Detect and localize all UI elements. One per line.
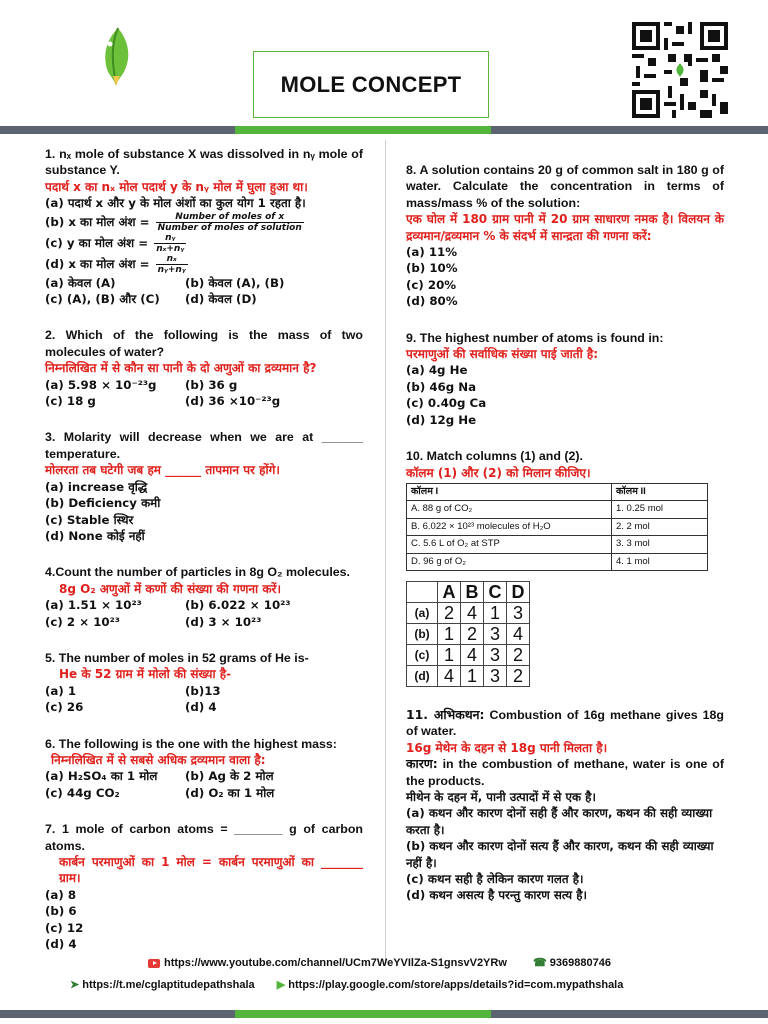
left-column <box>45 146 363 958</box>
answer-cell: 1 <box>438 644 461 665</box>
table-row <box>407 536 708 553</box>
question-2-hindi: निम्नलिखित में से कौन सा पानी के दो अणुओं का द्रव्यमान है? <box>45 361 317 376</box>
statement-a: (a) पदार्थ x और y के मोल अंशों का कुल योग 1 रहता है। <box>45 196 306 211</box>
option-c[interactable]: (c) 26 <box>45 700 84 715</box>
option-b[interactable]: (b) Deficiency कमी <box>45 496 161 511</box>
option-c[interactable]: (c) 20% <box>406 277 457 292</box>
answer-row-label: (a) <box>407 602 438 623</box>
answer-cell: 3 <box>484 623 507 644</box>
question-11-text <box>406 707 724 740</box>
answer-cell: 3 <box>484 644 507 665</box>
option-a[interactable]: (a) increase वृद्धि <box>45 479 148 494</box>
question-10 <box>406 448 724 687</box>
question-8 <box>406 162 724 310</box>
question-1-text: 1. nₓ mole of substance X was dissolved in nᵧ mole of substance Y. <box>45 147 363 178</box>
option-a[interactable]: (a) केवल (A) <box>45 275 116 290</box>
option-a[interactable]: (a) H₂SO₄ का 1 मोल <box>45 769 158 784</box>
option-b[interactable]: (b) केवल (A), (B) <box>185 275 285 290</box>
answer-grid-head-cell: B <box>461 581 484 602</box>
answer-grid-corner <box>407 581 438 602</box>
reason-label: कारण: <box>406 756 438 772</box>
option-a[interactable]: (a) 8 <box>45 887 77 902</box>
play-store-icon: ▶ <box>276 979 286 991</box>
question-10-hindi: कॉलम (1) और (2) को मिलान कीजिए। <box>406 465 591 480</box>
column-2-cell: 1. 0.25 mol <box>612 501 708 518</box>
column-2-header: कॉलम II <box>612 483 708 500</box>
option-b[interactable]: (b) 36 g <box>185 377 238 392</box>
option-c[interactable]: (c) Stable स्थिर <box>45 512 134 527</box>
question-5-text: 5. The number of moles in 52 grams of He is- <box>45 650 309 665</box>
footer-bar-accent <box>235 1010 491 1018</box>
answer-row-d[interactable] <box>407 665 530 686</box>
option-b[interactable]: (b) Ag के 2 मोल <box>185 769 274 784</box>
phone-number[interactable]: 9369880746 <box>549 957 611 969</box>
question-4-options <box>45 597 363 630</box>
answer-grid-header <box>407 581 530 602</box>
column-1-cell: B. 6.022 × 10²³ molecules of H₂O <box>407 518 612 535</box>
option-a[interactable]: (a) 1 <box>45 683 77 698</box>
option-c[interactable]: (c) (A), (B) और (C) <box>45 292 160 307</box>
option-a[interactable]: (a) 5.98 × 10⁻²³g <box>45 377 157 392</box>
question-7-hindi: कार्बन परमाणुओं का 1 मोल = कार्बन परमाणुओं का _______ ग्राम। <box>59 855 363 886</box>
match-table <box>406 483 708 571</box>
question-1-hindi: पदार्थ x का nₓ मोल पदार्थ y के nᵧ मोल में घुला हुआ था। <box>45 179 308 194</box>
answer-row-a[interactable] <box>407 602 530 623</box>
option-d[interactable]: (d) 80% <box>406 294 458 309</box>
option-d[interactable]: (d) 3 × 10²³ <box>185 614 262 629</box>
assertion-label: 11. अभिकथन: <box>406 706 485 722</box>
option-d[interactable]: (d) कथन असत्य है परन्तु कारण सत्य है। <box>406 888 587 903</box>
question-8-text: 8. A solution contains 20 g of common salt in 180 g of water. Calculate the concentration in terms of mass/mass % of the solution: <box>406 163 724 210</box>
question-2-text: 2. Which of the following is the mass of two molecules of water? <box>45 328 363 359</box>
column-1-cell: D. 96 g of O₂ <box>407 553 612 570</box>
fraction-b <box>156 212 304 233</box>
fraction-c-denominator: nₓ+nᵧ <box>156 243 185 254</box>
option-d[interactable]: (d) केवल (D) <box>185 292 257 307</box>
fraction-c-numerator: nᵧ <box>154 233 186 244</box>
column-divider <box>385 140 386 960</box>
answer-cell: 3 <box>484 665 507 686</box>
answer-row-b[interactable] <box>407 623 530 644</box>
statement-b-label: (b) x का मोल अंश = <box>45 214 150 229</box>
answer-cell: 4 <box>507 623 530 644</box>
option-c[interactable]: (c) 18 g <box>45 394 96 409</box>
answer-grid-head-cell: A <box>438 581 461 602</box>
question-5 <box>45 650 363 716</box>
answer-cell: 1 <box>461 665 484 686</box>
option-a[interactable]: (a) 11% <box>406 245 458 260</box>
answer-cell: 2 <box>461 623 484 644</box>
question-6-hindi: निम्नलिखित में से सबसे अधिक द्रव्यमान वाला है: <box>51 752 266 767</box>
match-table-header <box>407 483 708 500</box>
answer-grid-head-cell: C <box>484 581 507 602</box>
answer-row-c[interactable] <box>407 644 530 665</box>
answer-grid <box>406 581 530 687</box>
telegram-icon: ➤ <box>70 979 80 991</box>
option-d[interactable]: (d) 4 <box>45 937 77 952</box>
fraction-b-denominator: Number of moles of solution <box>157 222 302 233</box>
answer-cell: 2 <box>507 644 530 665</box>
answer-grid-head-cell: D <box>507 581 530 602</box>
telegram-link[interactable]: https://t.me/cglaptitudepathshala <box>82 979 255 991</box>
question-4-hindi: 8g O₂ अणुओं में कणों की संख्या की गणना करें। <box>59 581 282 596</box>
answer-cell: 1 <box>438 623 461 644</box>
option-d[interactable]: (d) O₂ का 1 मोल <box>185 785 275 800</box>
statement-d <box>45 254 363 275</box>
column-1-cell: A. 88 g of CO₂ <box>407 501 612 518</box>
question-6-text: 6. The following is the one with the highest mass: <box>45 736 337 751</box>
title-box <box>253 51 489 118</box>
question-3-text: 3. Molarity will decrease when we are at ______ temperature. <box>45 430 363 461</box>
question-2-options <box>45 377 363 410</box>
assertion-text: Combustion of 16g methane gives 18g of water. <box>406 707 724 739</box>
option-d[interactable]: (d) 4 <box>185 700 217 715</box>
fraction-b-numerator: Number of moles of x <box>156 212 304 223</box>
option-d[interactable]: (d) 12g He <box>406 412 477 427</box>
question-8-hindi: एक घोल में 180 ग्राम पानी में 20 ग्राम साधारण नमक है। विलयन के द्रव्यमान/द्रव्यमान % के संदर्भ में सान्द्रता की गणना करें: <box>406 212 724 243</box>
footer-line-2 <box>70 978 623 991</box>
option-c[interactable]: (c) कथन सही है लेकिन कारण गलत है। <box>406 872 584 886</box>
answer-row-label: (d) <box>407 665 438 686</box>
statement-d-label: (d) x का मोल अंश = <box>45 256 150 271</box>
option-b[interactable]: (b) 46g Na <box>406 379 477 394</box>
question-9 <box>406 330 724 428</box>
question-4-text: 4.Count the number of particles in 8g O₂ molecules. <box>45 565 350 580</box>
option-b[interactable]: (b) 6 <box>45 904 77 919</box>
page-title: MOLE CONCEPT <box>280 71 462 97</box>
answer-row-label: (b) <box>407 623 438 644</box>
question-9-text: 9. The highest number of atoms is found in: <box>406 330 664 345</box>
column-2-cell: 4. 1 mol <box>612 553 708 570</box>
header-bar-accent <box>235 126 491 134</box>
question-9-hindi: परमाणुओं की सर्वाधिक संख्या पाई जाती है: <box>406 347 599 362</box>
question-10-text: 10. Match columns (1) and (2). <box>406 449 583 464</box>
question-6 <box>45 736 363 802</box>
column-2-cell: 3. 3 mol <box>612 536 708 553</box>
column-1-cell: C. 5.6 L of O₂ at STP <box>407 536 612 553</box>
answer-cell: 3 <box>507 602 530 623</box>
option-d[interactable]: (d) 36 ×10⁻²³g <box>185 394 281 409</box>
right-column <box>406 162 724 910</box>
pencil-leaf-logo <box>96 26 140 90</box>
qr-code <box>632 22 728 118</box>
answer-row-label: (c) <box>407 644 438 665</box>
fraction-d-numerator: nₓ <box>156 254 188 265</box>
table-row <box>407 553 708 570</box>
fraction-d <box>156 254 188 275</box>
statement-b <box>45 212 363 233</box>
option-b[interactable]: (b) 6.022 × 10²³ <box>185 598 291 613</box>
option-c[interactable]: (c) 44g CO₂ <box>45 785 120 800</box>
fraction-d-denominator: nᵧ+nᵧ <box>157 264 186 275</box>
question-7-text: 7. 1 mole of carbon atoms = _______ g of carbon atoms. <box>45 822 363 853</box>
statement-c-label: (c) y का मोल अंश = <box>45 235 149 250</box>
answer-cell: 4 <box>438 665 461 686</box>
fraction-c <box>154 233 186 254</box>
option-a[interactable]: (a) कथन और कारण दोनों सही हैं और कारण, कथन की सही व्याख्या करता है। <box>406 806 713 837</box>
answer-cell: 2 <box>438 602 461 623</box>
option-b[interactable]: (b) 10% <box>406 261 458 276</box>
option-c[interactable]: (c) 2 × 10²³ <box>45 614 120 629</box>
reason-hindi: मीथेन के दहन में, पानी उत्पादों में से एक है। <box>406 789 596 804</box>
footer-line-1 <box>148 956 611 969</box>
question-1-options <box>45 275 363 308</box>
answer-cell: 2 <box>507 665 530 686</box>
question-11 <box>406 707 724 904</box>
play-store-link[interactable]: https://play.google.com/store/apps/details?id=com.mypathshala <box>288 979 624 991</box>
answer-cell: 1 <box>484 602 507 623</box>
answer-cell: 4 <box>461 602 484 623</box>
option-a[interactable]: (a) 1.51 × 10²³ <box>45 598 142 613</box>
question-2 <box>45 327 363 409</box>
option-c[interactable]: (c) 12 <box>45 920 84 935</box>
option-d[interactable]: (d) None कोई नहीं <box>45 528 145 543</box>
question-5-hindi: He के 52 ग्राम में मोलो की संख्या है- <box>59 667 232 682</box>
option-b[interactable]: (b) कथन और कारण दोनों सत्य हैं और कारण, कथन की सही व्याख्या नहीं है। <box>406 839 714 870</box>
option-c[interactable]: (c) 0.40g Ca <box>406 396 487 411</box>
reason-text <box>406 756 724 789</box>
statement-c <box>45 233 363 254</box>
column-1-header: कॉलम I <box>407 483 612 500</box>
question-1 <box>45 146 363 307</box>
question-3-hindi: मोलरता तब घटेगी जब हम ______ तापमान पर होंगे। <box>45 463 280 478</box>
question-7 <box>45 821 363 952</box>
question-6-options <box>45 768 363 801</box>
table-row <box>407 501 708 518</box>
phone-icon: ☎ <box>533 957 547 969</box>
reason-body: in the combustion of methane, water is one of the products. <box>406 757 724 788</box>
question-11-hindi: 16g मेथेन के दहन से 18g पानी मिलता है। <box>406 740 608 755</box>
option-a[interactable]: (a) 4g He <box>406 363 468 378</box>
youtube-icon <box>148 959 160 968</box>
youtube-link[interactable]: https://www.youtube.com/channel/UCm7WeYVIlZa-S1gnsvV2YRw <box>164 957 507 969</box>
option-b[interactable]: (b)13 <box>185 683 221 698</box>
table-row <box>407 518 708 535</box>
answer-cell: 4 <box>461 644 484 665</box>
column-2-cell: 2. 2 mol <box>612 518 708 535</box>
question-5-options <box>45 683 363 716</box>
question-4 <box>45 564 363 630</box>
question-3 <box>45 429 363 544</box>
